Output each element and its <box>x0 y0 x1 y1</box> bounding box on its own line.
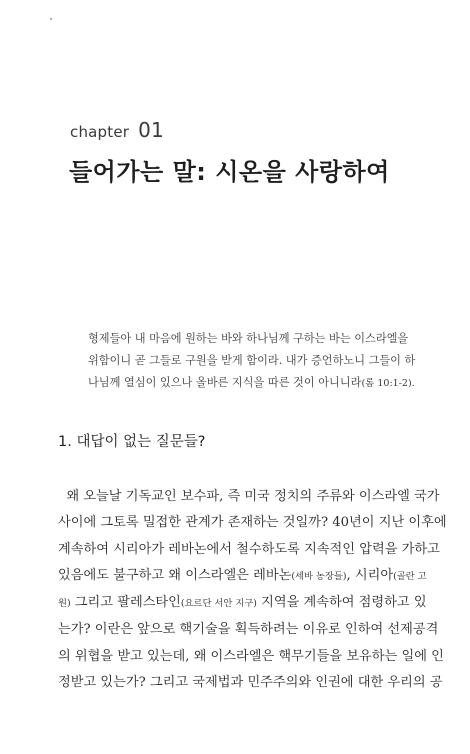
footnote-golan-end: 원) <box>58 598 71 610</box>
body-line-1-text: 왜 오늘날 기독교인 보수파, 즉 미국 정치의 주류와 이스라엘 국가 <box>66 489 440 504</box>
chapter-label <box>70 118 164 142</box>
footnote-shebaa-farms: (세바 농장들) <box>291 570 347 582</box>
body-line-5 <box>58 590 428 617</box>
body-line-5-b: 지역을 계속하여 점령하고 있 <box>256 595 427 611</box>
epigraph <box>88 328 416 395</box>
body-line-6: 는가? 이란은 앞으로 핵기술을 획득하려는 이유로 인하여 선제공격 <box>58 622 439 638</box>
section-heading: 1. 대답이 없는 질문들? <box>58 434 206 450</box>
chapter-title: 들어가는 말: 시온을 사랑하여 <box>69 158 390 186</box>
body-line-3: 계속하여 시리아가 레바논에서 철수하도록 지속적인 압력을 가하고 <box>58 541 440 557</box>
body-line-1 <box>58 484 440 510</box>
body-line-7: 의 위협을 받고 있는데, 왜 이스라엘은 핵무기들을 보유하는 일에 인 <box>58 648 444 664</box>
corner-mark <box>50 18 52 20</box>
body-line-4-b: , 시리아 <box>346 567 394 583</box>
body-line-4 <box>58 563 428 590</box>
footnote-west-bank: (요르단 서안 지구) <box>180 598 257 610</box>
body-line-4-a: 있음에도 불구하고 왜 이스라엘은 레바논 <box>58 567 292 583</box>
footnote-golan-start: (골란 고 <box>393 570 427 582</box>
body-paragraph <box>58 484 447 696</box>
body-line-2: 사이에 그토록 밀접한 관계가 존재하는 것일까? 40년이 지난 이후에 <box>58 515 447 531</box>
body-line-8: 정받고 있는가? 그리고 국제법과 민주주의와 인권에 대한 우리의 공 <box>58 675 443 691</box>
epigraph-line-3-text: 나님께 열심이 있으나 올바른 지식을 따른 것이 아니니라 <box>88 376 362 389</box>
epigraph-reference: (롬 10:1-2). <box>361 378 415 389</box>
epigraph-line-1: 형제들아 내 마음에 원하는 바와 하나님께 구하는 바는 이스라엘을 <box>88 332 409 345</box>
body-line-5-a: 그리고 팔레스타인 <box>70 595 181 611</box>
chapter-word: chapter <box>70 123 130 141</box>
epigraph-line-2: 위함이니 곧 그들로 구원을 받게 함이라. 내가 증언하노니 그들이 하 <box>88 354 416 367</box>
chapter-number: 01 <box>138 118 164 142</box>
epigraph-line-3 <box>88 372 415 395</box>
